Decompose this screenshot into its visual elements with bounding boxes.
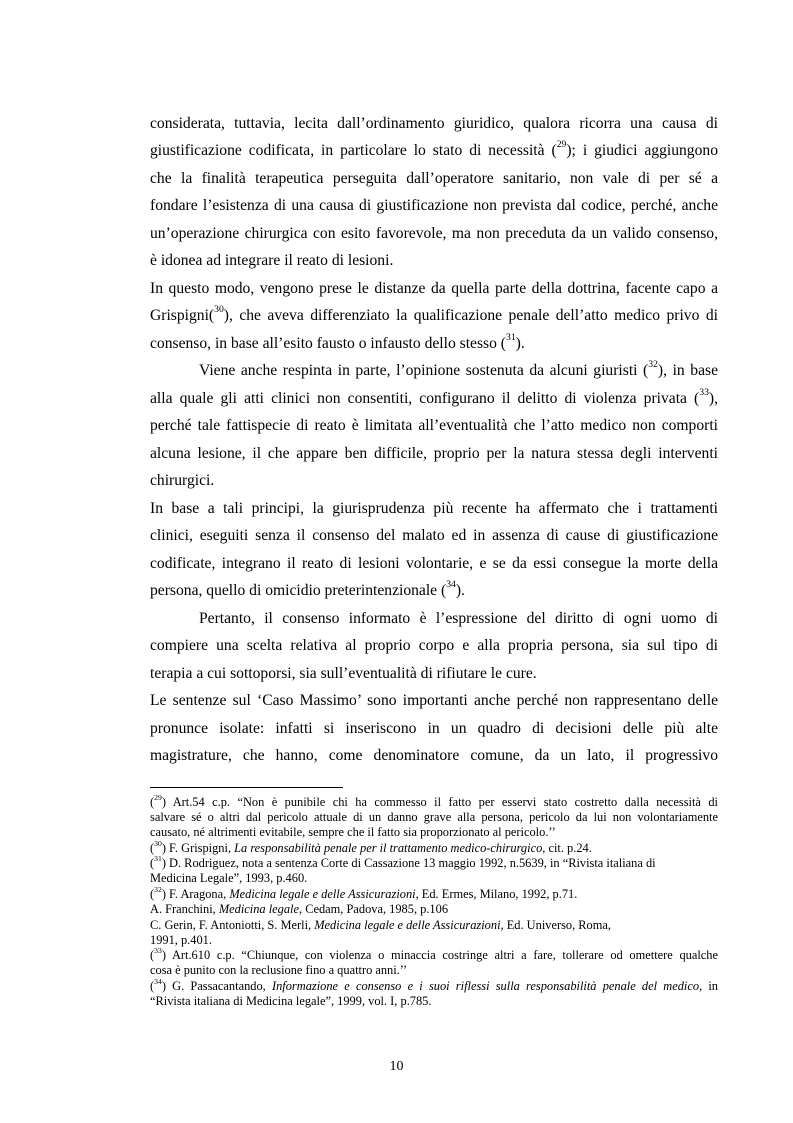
footnote-line: “Rivista italiana di Medicina legale”, 1999, vol. I, p.785. [150,994,432,1008]
footnote-line: salvare sé o altri dal pericolo attuale di un danno grave alla persona, pericolo da lui non volontariamente [150,810,718,824]
body-line: compiere una scelta relativa al proprio corpo e alla propria persona, sia sul tipo di [150,637,718,654]
footnote-ref: 31 [506,332,516,344]
footnote-line: cosa è punito con la reclusione fino a quattro anni.’’ [150,963,408,977]
body-line: considerata, tuttavia, lecita dall’ordinamento giuridico, qualora ricorra una causa di [150,115,718,132]
citation-title: Medicina legale [218,902,299,916]
body-line: Viene anche respinta in parte, l’opinione sostenuta da alcuni giuristi ($^{32}$), in base [199,359,718,379]
body-line: In questo modo, vengono prese le distanze da quella parte della dottrina, facente capo a [150,280,718,297]
body-line: codificate, integrano il reato di lesioni volontarie, e se da essi consegue la morte della [150,555,718,572]
body-line: persona, quello di omicidio preterintenzionale ($^{34}$). [150,579,465,599]
body-line: terapia a cui sottoporsi, sia sull’eventualità di rifiutare le cure. [150,665,537,682]
footnote-30: ($^{30}$) F. Grispigni, La responsabilità penale per il trattamento medico-chirurgico, cit. p.24. [150,838,592,855]
body-line: che la finalità terapeutica perseguita dall’operatore sanitario, non vale di per sé a [150,170,718,187]
body-line: perché tale fattispecie di reato è limitata all’eventualità che l’atto medico non comporti [150,417,718,434]
citation-title: La responsabilità penale per il trattamento medico-chirurgico [234,841,543,855]
footnote-separator [150,787,343,788]
citation-title: Medicina legale e delle Assicurazioni [314,918,501,932]
body-line: alcuna lesione, il che appare ben difficile, proprio per la natura stessa degli interventi [150,445,718,462]
body-line: un’operazione chirurgica con esito favorevole, ma non preceduta da un valido consenso, [150,225,718,242]
body-line: è idonea ad integrare il reato di lesioni. [150,252,394,269]
body-line: consenso, in base all’esito fausto o infausto dello stesso ($^{31}$). [150,332,525,352]
body-line: alla quale gli atti clinici non consentiti, configurano il delitto di violenza privata ($^{33}$), [150,387,718,407]
body-line: fondare l’esistenza di una causa di giustificazione non prevista dal codice, perché, anche [150,197,718,214]
footnote-ref: 34 [446,579,456,591]
body-line: Pertanto, il consenso informato è l’espressione del diritto di ogni uomo di [199,610,718,627]
footnote-line: A. Franchini, Medicina legale, Cedam, Padova, 1985, p.106 [150,902,449,916]
footnote-ref: 32 [648,359,658,371]
footnote-33: ($^{33}$) Art.610 c.p. “Chiunque, con violenza o minaccia costringe altri a fare, tollerare od omettere qualche [150,945,718,962]
footnote-34: ($^{34}$) G. Passacantando, Informazione e consenso e i suoi riflessi sulla responsabilità penale del medico, in [150,976,719,993]
footnote-ref: 33 [699,387,709,399]
body-line: magistrature, che hanno, come denominatore comune, da un lato, il progressivo [150,747,718,764]
footnote-29: ($^{29}$) Art.54 c.p. “Non è punibile chi ha commesso il fatto per esservi stato costretto dalla necessità di [150,792,718,809]
body-line: giustificazione codificata, in particolare lo stato di necessità ($^{29}$); i giudici aggiungono [150,139,718,159]
footnote-ref: 29 [556,139,567,151]
body-line: In base a tali principi, la giurisprudenza più recente ha affermato che i trattamenti [150,500,718,517]
page-number: 10 [389,1059,404,1074]
footnote-32: ($^{32}$) F. Aragona, Medicina legale e delle Assicurazioni, Ed. Ermes, Milano, 1992, p.71. [150,884,578,901]
footnote-line: 1991, p.401. [150,933,212,947]
footnote-ref: 30 [214,304,224,316]
body-line: Le sentenze sul ‘Caso Massimo’ sono importanti anche perché non rappresentano delle [150,692,718,709]
body-line: clinici, eseguiti senza il consenso del malato ed in assenza di cause di giustificazione [150,527,718,544]
footnote-31: ($^{31}$) D. Rodriguez, nota a sentenza Corte di Cassazione 13 maggio 1992, n.5639, in “Rivista italiana di [150,853,656,870]
body-line: pronunce isolate: infatti si inseriscono in un quadro di decisioni delle più alte [150,720,718,737]
footnote-line: C. Gerin, F. Antoniotti, S. Merli, Medicina legale e delle Assicurazioni, Ed. Universo, Roma, [150,918,611,932]
footnote-line: Medicina Legale”, 1993, p.460. [150,871,308,885]
footnote-line: causato, né altrimenti evitabile, sempre che il fatto sia proporzionato al pericolo.’’ [150,825,556,839]
citation-title: Medicina legale e delle Assicurazioni [229,887,416,901]
citation-title: Informazione e consenso e i suoi riflessi sulla responsabilità penale del medico [271,979,700,993]
body-line: Grispigni($^{30}$), che aveva differenziato la qualificazione penale dell’atto medico privo di [150,304,718,324]
body-line: chirurgici. [150,472,215,489]
